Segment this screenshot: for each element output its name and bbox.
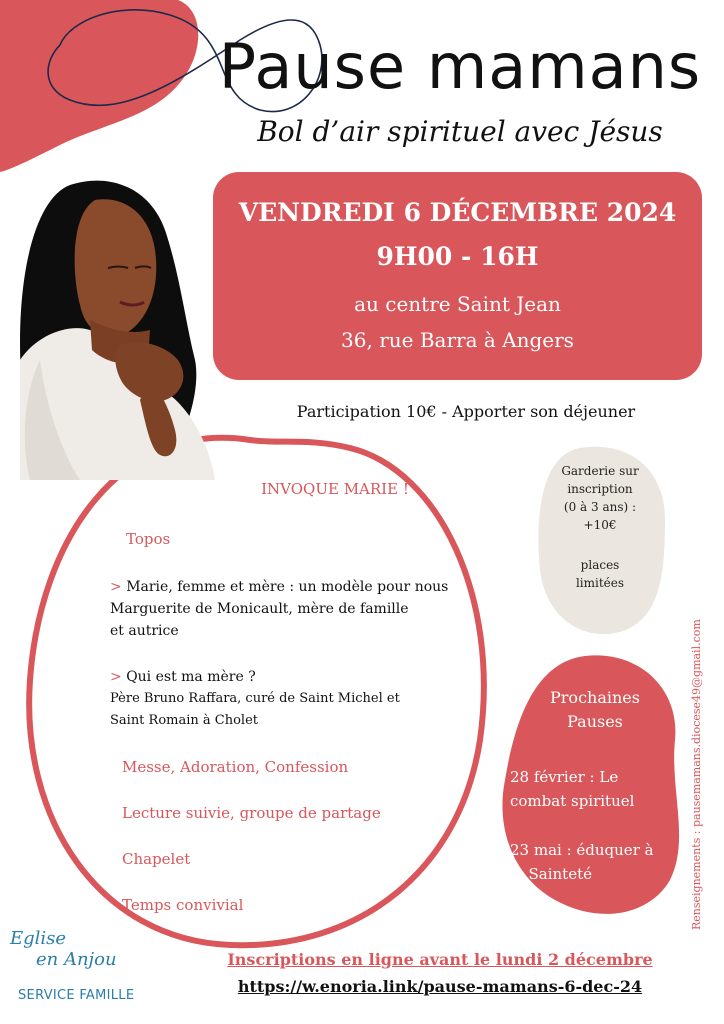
next-pause-line: la Sainteté (510, 865, 592, 883)
logo-line: en Anjou (36, 949, 117, 970)
activity-item: Messe, Adoration, Confession (122, 758, 349, 776)
logo-eglise-anjou (10, 928, 140, 970)
logo-line: Eglise (10, 928, 67, 949)
talk-1 (110, 576, 490, 642)
activity-item: Chapelet (122, 850, 191, 868)
next-pause-line: combat spirituel (510, 792, 635, 810)
contact-email[interactable]: Renseignements : pausemamans.diocese49@gmail.com (690, 619, 703, 930)
places-line: limitées (575, 576, 625, 590)
event-time: 9H00 - 16H (376, 242, 539, 271)
talk-1-speaker: Marguerite de Monicault, mère de famille (110, 601, 409, 617)
activity-item: Lecture suivie, groupe de partage (122, 804, 381, 822)
places-line: places (580, 558, 620, 572)
page-subtitle: Bol d’air spirituel avec Jésus (257, 115, 663, 148)
arrow-icon: > (110, 669, 122, 685)
talk-1-title: Marie, femme et mère : un modèle pour nous (126, 579, 449, 595)
registration-link[interactable]: https://w.enoria.link/pause-mamans-6-dec-24 (237, 977, 643, 996)
event-venue: au centre Saint Jean (354, 292, 561, 316)
next-pause-item (510, 765, 634, 813)
garderie-line: +10€ (583, 518, 617, 532)
praying-woman-illustration (20, 181, 215, 480)
next-pause-item (510, 838, 654, 886)
top-left-blob (0, 0, 198, 172)
page-title: Pause mamans (218, 30, 702, 103)
talk-2-speaker: Saint Romain à Cholet (110, 713, 259, 728)
event-box (213, 172, 702, 380)
event-date: VENDREDI 6 DÉCEMBRE 2024 (238, 198, 677, 227)
event-address: 36, rue Barra à Angers (341, 328, 574, 352)
arrow-icon: > (110, 579, 122, 595)
program-heading: INVOQUE MARIE ! (261, 480, 409, 498)
next-pause-line: 28 février : Le (510, 768, 619, 786)
participation-text: Participation 10€ - Apporter son déjeuner (296, 402, 636, 421)
registration-deadline: Inscriptions en ligne avant le lundi 2 décembre (227, 950, 653, 969)
topos-label: Topos (126, 530, 171, 548)
logo-service: SERVICE FAMILLE (18, 988, 135, 1003)
next-heading-line: Pauses (567, 712, 623, 731)
next-pause-line: 23 mai : éduquer à (510, 841, 654, 859)
talk-2-title: Qui est ma mère ? (126, 669, 256, 685)
talk-2-speaker: Père Bruno Raffara, curé de Saint Michel et (110, 691, 400, 706)
next-heading-line: Prochaines (550, 688, 640, 707)
garderie-line: (0 à 3 ans) : (563, 500, 637, 514)
talk-1-speaker: et autrice (110, 623, 179, 639)
garderie-line: Garderie sur (561, 464, 639, 478)
garderie-info (540, 462, 660, 592)
garderie-line: inscription (567, 482, 633, 496)
activity-item: Temps convivial (122, 896, 244, 914)
next-pauses-heading (540, 686, 650, 734)
talk-2 (110, 666, 490, 732)
